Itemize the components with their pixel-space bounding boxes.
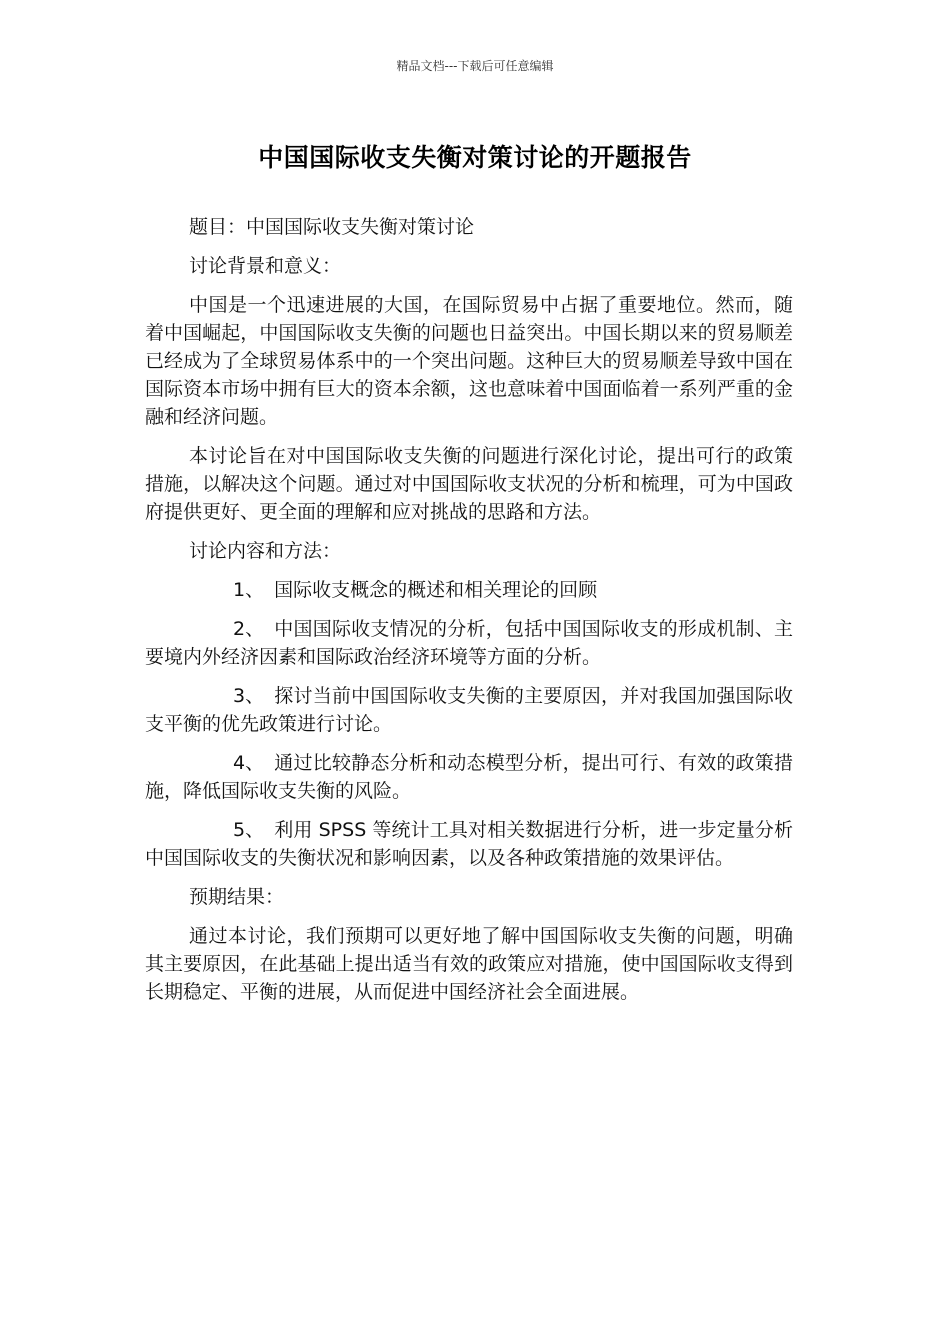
- content-item-3: [145, 682, 793, 738]
- content-item-1: [145, 576, 793, 604]
- background-heading: 讨论背景和意义：: [189, 255, 342, 277]
- results-paragraph: 通过本讨论，我们预期可以更好地了解中国国际收支失衡的问题，明确其主要原因，在此基础上提出适当有效的政策应对措施，使中国国际收支得到长期稳定、平衡的进展，从而促进中国经济社会全面进展。: [145, 925, 793, 1003]
- page-header: 精品文档---下载后可任意编辑: [396, 59, 554, 73]
- document-title: 中国国际收支失衡对策讨论的开题报告: [258, 143, 692, 172]
- content-item-number: 5、: [233, 819, 265, 841]
- content-item-4: [145, 749, 793, 805]
- document-body: [145, 213, 793, 1017]
- results-heading: 预期结果：: [189, 886, 285, 908]
- topic-line: 题目：中国国际收支失衡对策讨论: [189, 216, 475, 238]
- content-item-number: 2、: [233, 618, 265, 640]
- background-paragraph-2: 本讨论旨在对中国国际收支失衡的问题进行深化讨论，提出可行的政策措施，以解决这个问题。通过对中国国际收支状况的分析和梳理，可为中国政府提供更好、更全面的理解和应对挑战的思路和方法。: [145, 445, 793, 523]
- content-item-text: 国际收支概念的概述和相关理论的回顾: [274, 579, 598, 601]
- content-item-text: 利用 SPSS 等统计工具对相关数据进行分析，进一步定量分析中国国际收支的失衡状况和影响因素，以及各种政策措施的效果评估。: [145, 819, 793, 869]
- content-item-2: [145, 615, 793, 671]
- content-item-text: 探讨当前中国国际收支失衡的主要原因，并对我国加强国际收支平衡的优先政策进行讨论。: [145, 685, 793, 735]
- content-heading: 讨论内容和方法：: [189, 540, 342, 562]
- content-item-number: 1、: [233, 579, 265, 601]
- content-item-text: 中国国际收支情况的分析，包括中国国际收支的形成机制、主要境内外经济因素和国际政治经济环境等方面的分析。: [145, 618, 793, 668]
- content-item-text: 通过比较静态分析和动态模型分析，提出可行、有效的政策措施，降低国际收支失衡的风险。: [145, 752, 793, 802]
- content-item-number: 4、: [233, 752, 265, 774]
- content-item-number: 3、: [233, 685, 265, 707]
- background-paragraph-1: 中国是一个迅速进展的大国，在国际贸易中占据了重要地位。然而，随着中国崛起，中国国际收支失衡的问题也日益突出。中国长期以来的贸易顺差已经成为了全球贸易体系中的一个突出问题。这种巨大的贸易顺差导致中国在国际资本市场中拥有巨大的资本余额，这也意味着中国面临着一系列严重的金融和经济问题。: [145, 294, 793, 428]
- content-item-5: [145, 816, 793, 872]
